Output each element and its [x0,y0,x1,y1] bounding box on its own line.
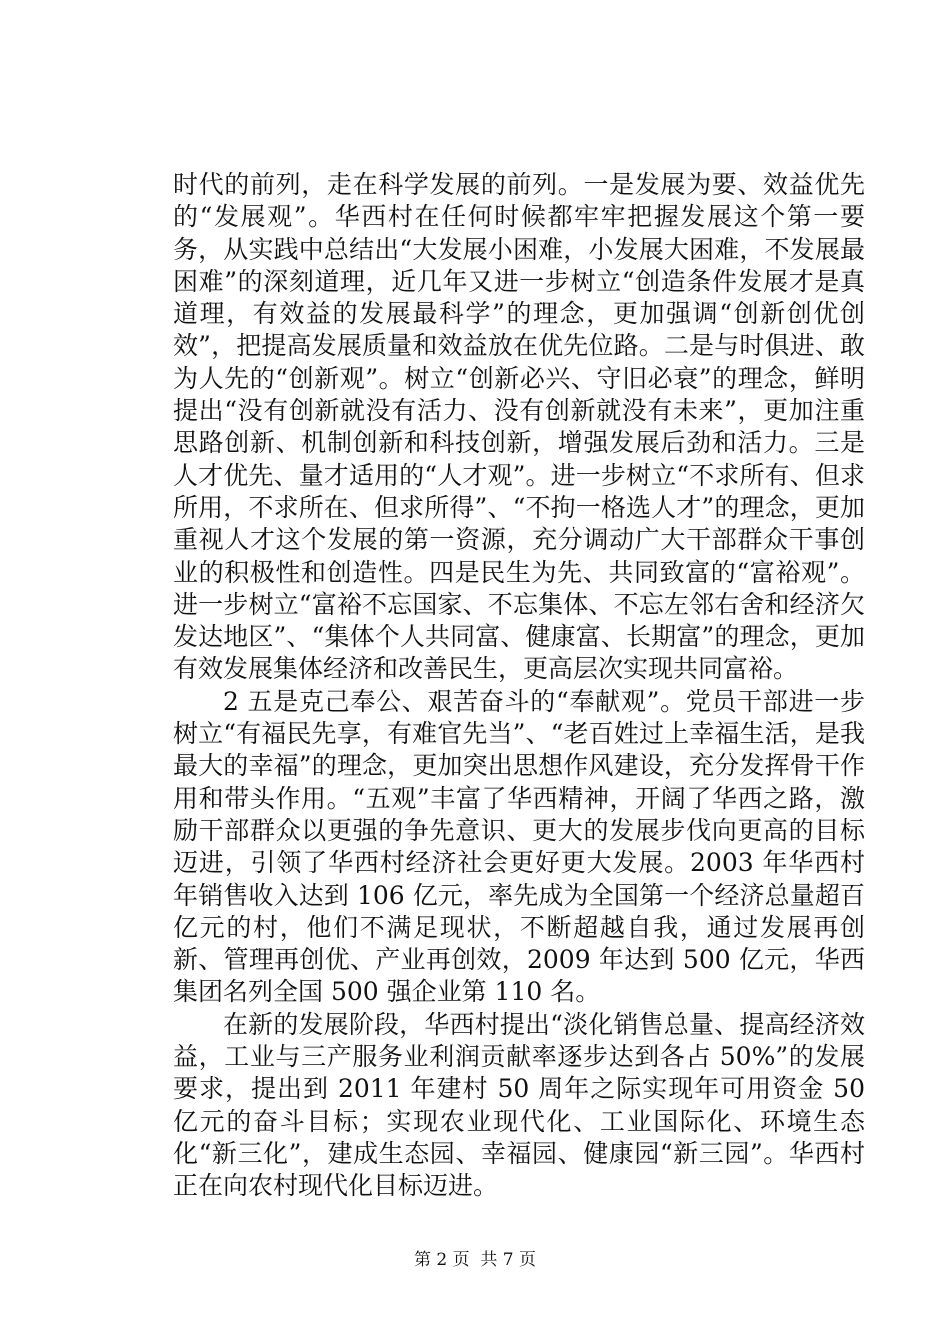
page-number-footer: 第 2 页 共 7 页 [413,1250,537,1270]
paragraph-1: 时代的前列，走在科学发展的前列。一是发展为要、效益优先的“发展观”。华西村在任何时候都牢牢把握发展这个第一要务，从实践中总结出“大发展小困难，小发展大困难，不发展最困难”的深刻道理，近几年又进一步树立“创造条件发展才是真道理，有效益的发展最科学”的理念，更加强调“创新创优创效”，把提高发展质量和效益放在优先位路。二是与时俱进、敢为人先的“创新观”。树立“创新必兴、守旧必衰”的理念，鲜明提出“没有创新就没有活力、没有创新就没有未来”，更加注重思路创新、机制创新和科技创新，增强发展后劲和活力。三是人才优先、量才适用的“人才观”。进一步树立“不求所有、但求所用，不求所在、但求所得”、“不拘一格选人才”的理念，更加重视人才这个发展的第一资源，充分调动广大干部群众干事创业的积极性和创造性。四是民生为先、共同致富的“富裕观”。进一步树立“富裕不忘国家、不忘集体、不忘左邻右舍和经济欠发达地区”、“集体个人共同富、健康富、长期富”的理念，更加有效发展集体经济和改善民生，更高层次实现共同富裕。 [173,170,865,684]
paragraph-2: 2 五是克己奉公、艰苦奋斗的“奉献观”。党员干部进一步树立“有福民先享，有难官先当”、“老百姓过上幸福生活，是我最大的幸福”的理念，更加突出思想作风建设，充分发挥骨干作用和带头作用。“五观”丰富了华西精神，开阔了华西之路，激励干部群众以更强的争先意识、更大的发展步伐向更高的目标迈进，引领了华西村经济社会更好更大发展。2003 年华西村年销售收入达到 106 亿元，率先成为全国第一个经济总量超百亿元的村，他们不满足现状，不断超越自我，通过发展再创新、管理再创优、产业再创效，2009 年达到 500 亿元，华西集团名列全国 500 强企业第 110 名。 [173,686,865,1007]
paragraph-3: 在新的发展阶段，华西村提出“淡化销售总量、提高经济效益，工业与三产服务业利润贡献率逐步达到各占 50%”的发展要求，提出到 2011 年建村 50 周年之际实现年可用资金 50 亿元的奋斗目标；实现农业现代化、工业国际化、环境生态化“新三化”，建成生态园、幸福园、健康园“新三园”。华西村正在向农村现代化目标迈进。 [173,1009,865,1201]
document-body [173,169,865,1203]
